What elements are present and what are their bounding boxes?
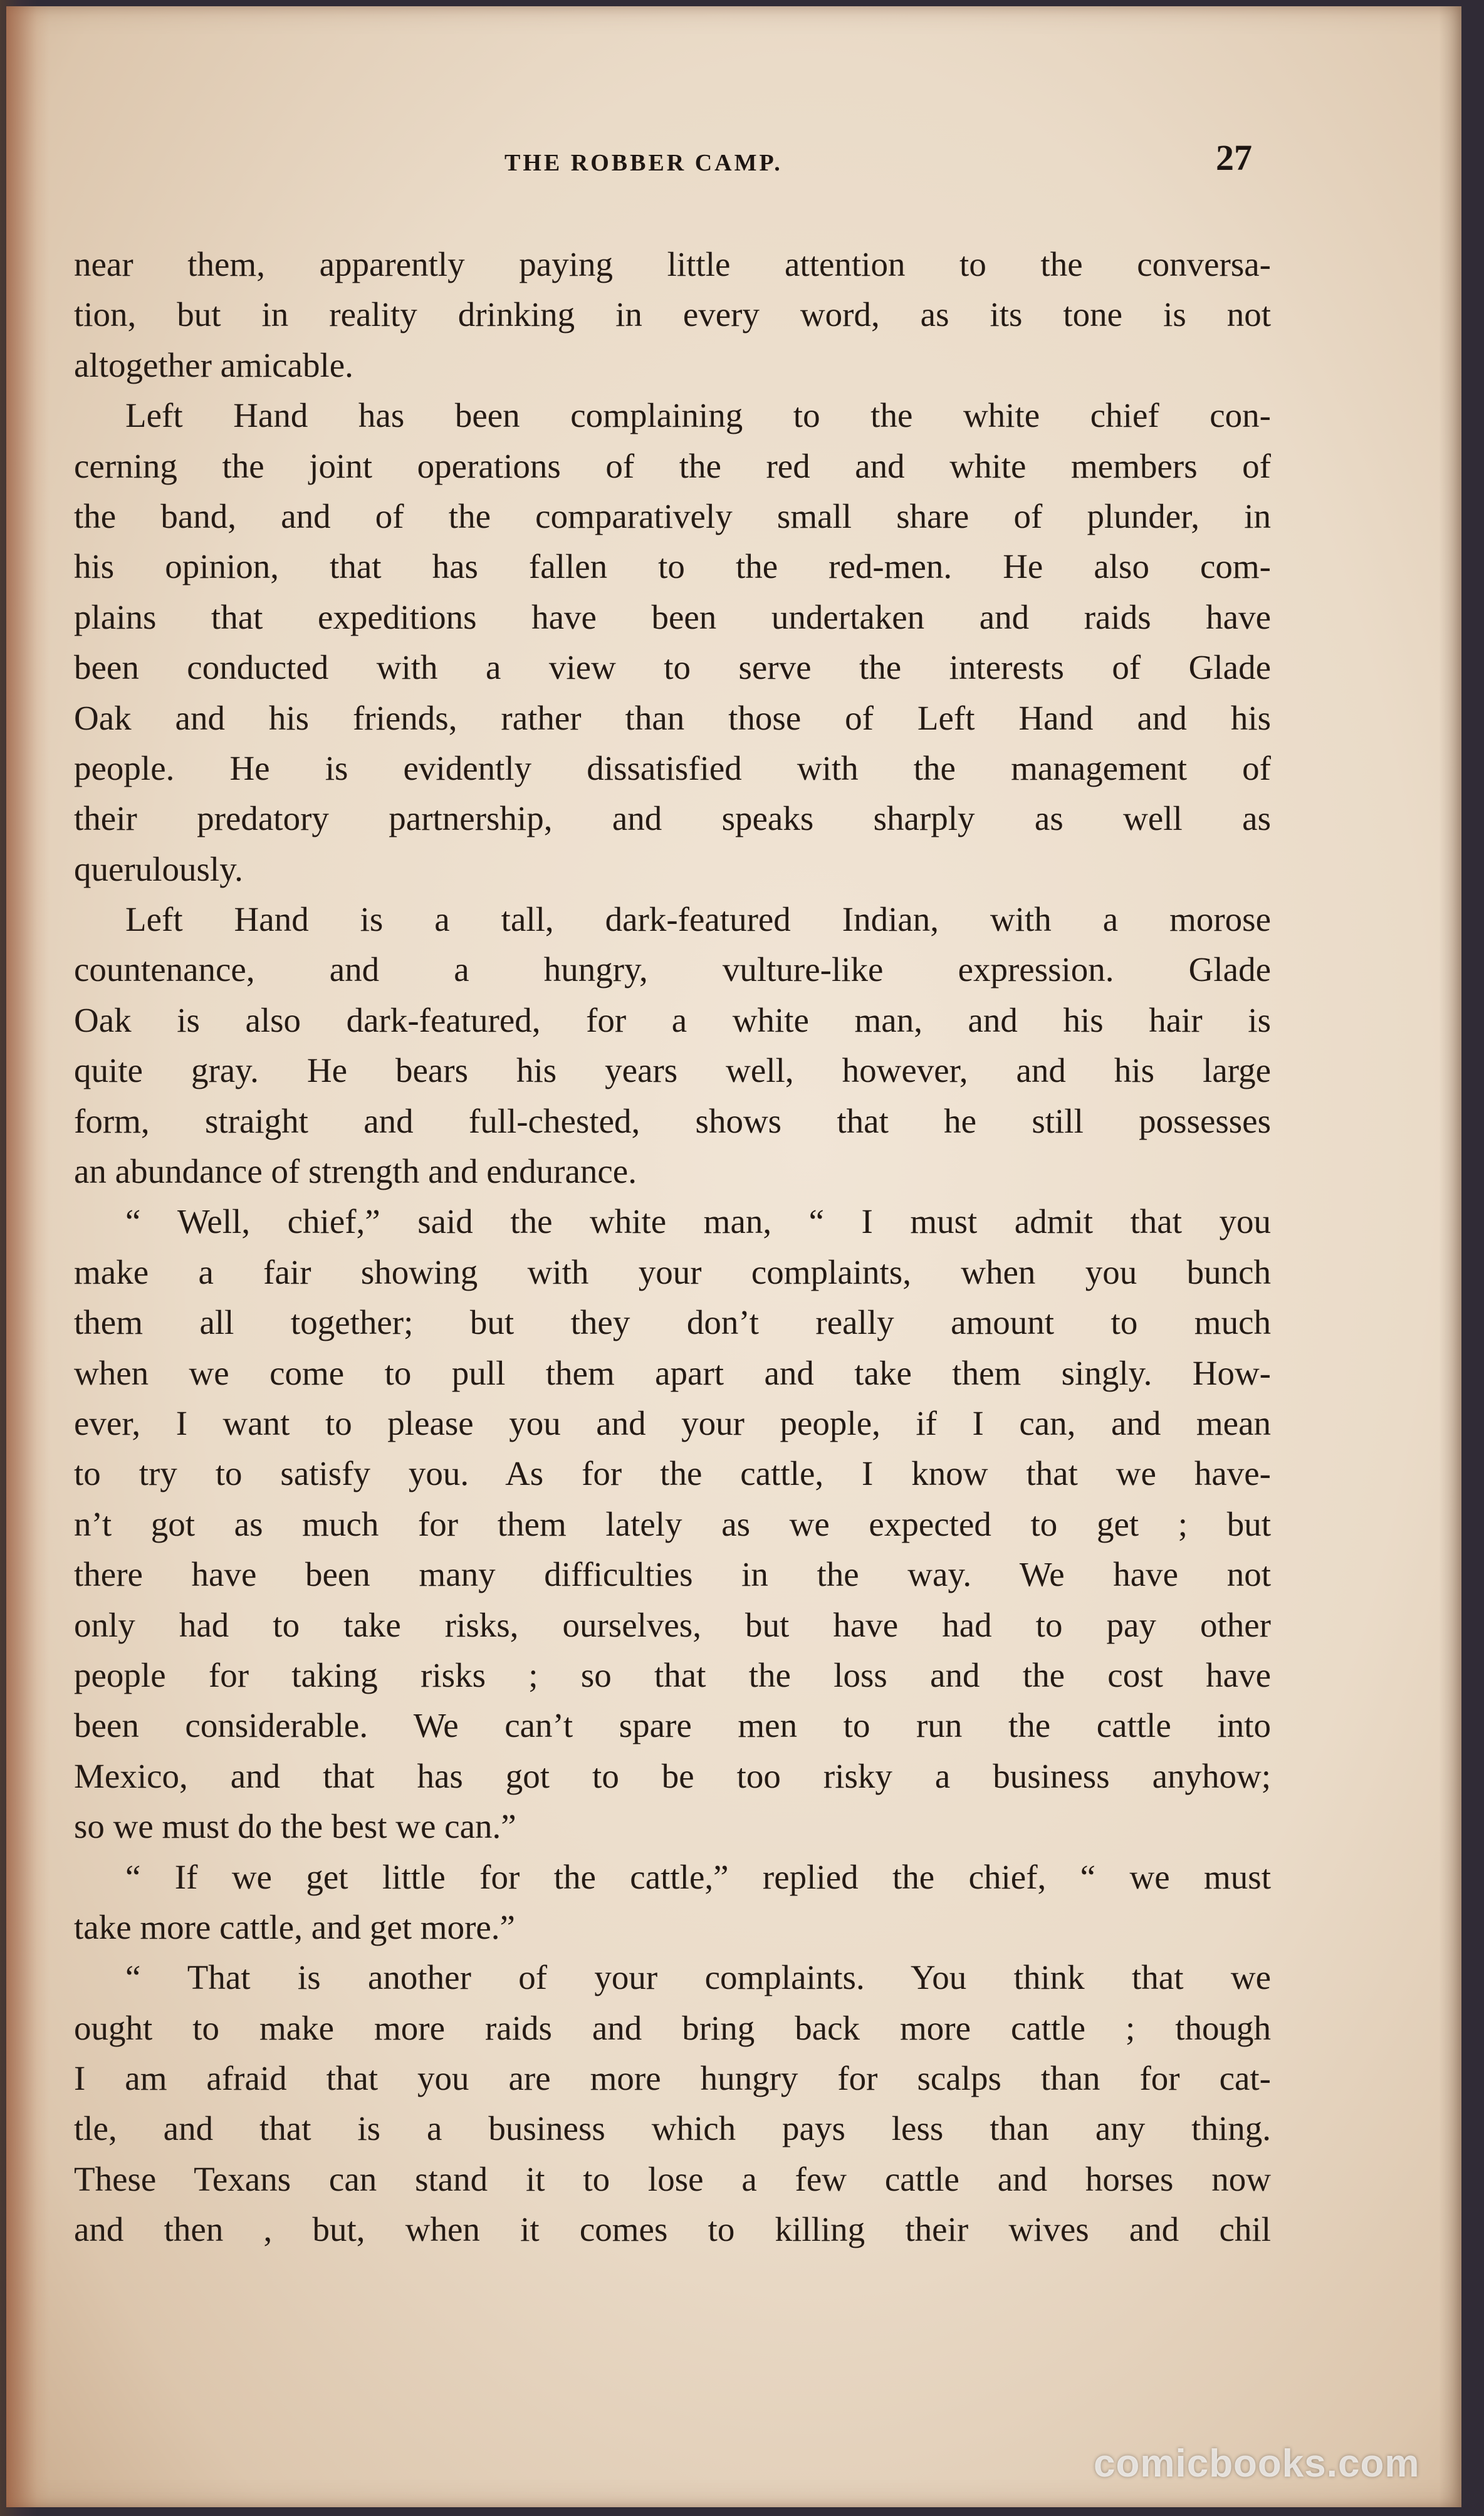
- text-line: cerning the joint operations of the red and white members of: [74, 446, 1271, 485]
- text-line: tle, and that is a business which pays less than any thing.: [74, 2109, 1271, 2148]
- text-line: quite gray. He bears his years well, however, and his large: [74, 1051, 1271, 1090]
- text-line: the band, and of the comparatively small share of plunder, in: [74, 496, 1271, 535]
- text-line: to try to satisfy you. As for the cattle, I know that we have-: [74, 1454, 1271, 1493]
- text-line: “ Well, chief,” said the white man, “ I must admit that you: [125, 1202, 1271, 1241]
- running-header: [6, 137, 1461, 187]
- spine-stain: [6, 6, 50, 2507]
- text-line: only had to take risks, ourselves, but have had to pay other: [74, 1605, 1271, 1644]
- page-number: 27: [1216, 137, 1252, 178]
- text-line: Oak is also dark-featured, for a white man, and his hair is: [74, 1000, 1271, 1039]
- text-line: an abundance of strength and endurance.: [74, 1152, 637, 1191]
- book-page: [6, 6, 1461, 2507]
- text-line: tion, but in reality drinking in every word, as its tone is not: [74, 295, 1271, 334]
- text-line: so we must do the best we can.”: [74, 1807, 516, 1846]
- text-line: make a fair showing with your complaints, when you bunch: [74, 1252, 1271, 1291]
- text-line: their predatory partnership, and speaks sharply as well as: [74, 799, 1271, 838]
- text-line: n’t got as much for them lately as we expected to get ; but: [74, 1504, 1271, 1543]
- text-line: been considerable. We can’t spare men to run the cattle into: [74, 1706, 1271, 1745]
- page-edge-shadow: [1439, 6, 1461, 2507]
- text-line: “ That is another of your complaints. You think that we: [125, 1958, 1271, 1997]
- text-line: ought to make more raids and bring back more cattle ; though: [74, 2008, 1271, 2047]
- text-line: plains that expeditions have been undertaken and raids have: [74, 597, 1271, 636]
- text-line: when we come to pull them apart and take them singly. How-: [74, 1353, 1271, 1392]
- text-line: people. He is evidently dissatisfied with the management of: [74, 748, 1271, 787]
- text-line: altogether amicable.: [74, 345, 353, 384]
- text-line: people for taking risks ; so that the loss and the cost have: [74, 1655, 1271, 1694]
- text-line: ever, I want to please you and your people, if I can, and mean: [74, 1403, 1271, 1442]
- text-line: countenance, and a hungry, vulture-like expression. Glade: [74, 950, 1271, 989]
- text-line: Mexico, and that has got to be too risky a business anyhow;: [74, 1756, 1271, 1795]
- text-line: Left Hand is a tall, dark-featured Indian, with a morose: [125, 900, 1271, 939]
- text-line: Left Hand has been complaining to the white chief con-: [125, 396, 1271, 435]
- text-line: there have been many difficulties in the way. We have not: [74, 1555, 1271, 1594]
- text-line: near them, apparently paying little attention to the conversa-: [74, 245, 1271, 283]
- text-line: querulously.: [74, 849, 243, 888]
- text-line: form, straight and full-chested, shows that he still possesses: [74, 1101, 1271, 1140]
- text-line: These Texans can stand it to lose a few cattle and horses now: [74, 2159, 1271, 2198]
- watermark-text: comicbooks.com: [1094, 2442, 1420, 2485]
- text-line: “ If we get little for the cattle,” replied the chief, “ we must: [125, 1857, 1271, 1896]
- running-title: THE ROBBER CAMP.: [504, 150, 783, 176]
- text-line: I am afraid that you are more hungry for scalps than for cat-: [74, 2059, 1271, 2098]
- text-line: them all together; but they don’t really amount to much: [74, 1303, 1271, 1342]
- text-line: his opinion, that has fallen to the red-men. He also com-: [74, 547, 1271, 586]
- text-line: been conducted with a view to serve the interests of Glade: [74, 648, 1271, 687]
- text-line: Oak and his friends, rather than those of Left Hand and his: [74, 698, 1271, 737]
- body-text: [74, 239, 1271, 2255]
- text-line: take more cattle, and get more.”: [74, 1907, 515, 1946]
- text-line: and then , but, when it comes to killing their wives and chil: [74, 2210, 1271, 2249]
